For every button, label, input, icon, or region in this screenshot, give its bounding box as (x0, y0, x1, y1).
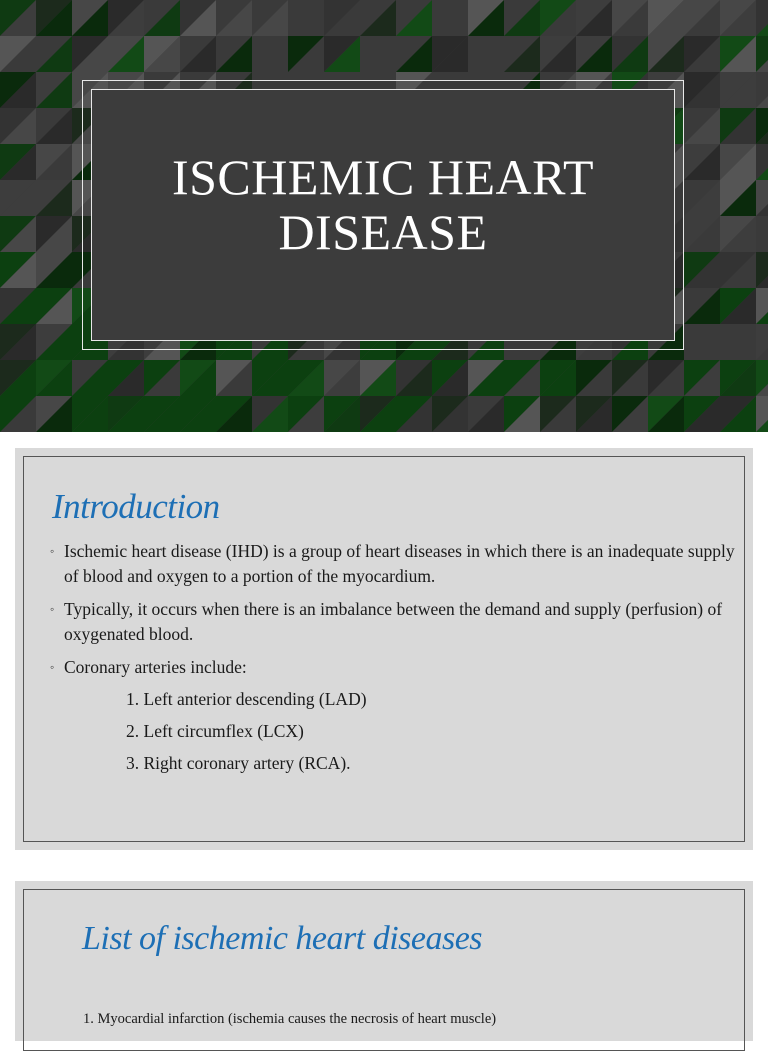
title-slide (0, 0, 768, 432)
pattern-triangle (684, 180, 720, 216)
pattern-triangle (756, 72, 768, 108)
pattern-triangle (540, 396, 576, 432)
pattern-triangle (72, 360, 108, 396)
pattern-triangle (684, 36, 720, 72)
pattern-triangle (216, 36, 252, 72)
pattern-triangle (684, 288, 720, 324)
pattern-triangle (36, 144, 72, 180)
pattern-triangle (0, 36, 36, 72)
bullet-text: Ischemic heart disease (IHD) is a group of heart diseases in which there is an inadequate supply of blood and oxygen to a portion of the myocardium. (64, 541, 735, 586)
bullet-list (52, 539, 742, 688)
arteries-list (52, 687, 712, 783)
pattern-triangle (324, 0, 360, 36)
bullet-circle-icon: ◦ (50, 602, 55, 616)
introduction-slide (15, 448, 753, 850)
pattern-triangle (180, 36, 216, 72)
title-line-1: ISCHEMIC HEART (171, 149, 595, 205)
pattern-triangle (648, 360, 684, 396)
bullet-item (52, 655, 742, 680)
pattern-triangle (540, 0, 576, 36)
pattern-triangle (684, 216, 720, 252)
slide-heading: List of ischemic heart diseases (82, 920, 483, 957)
bullet-text: Coronary arteries include: (64, 657, 247, 677)
bullet-item (52, 597, 742, 647)
pattern-triangle (684, 0, 720, 36)
slide-title (91, 150, 675, 260)
slide-border (23, 889, 745, 1051)
artery-item: 3. Right coronary artery (RCA). (126, 753, 351, 773)
slide-border (23, 456, 745, 842)
title-line-2: DISEASE (278, 204, 488, 260)
pattern-triangle (612, 0, 648, 36)
pattern-triangle (216, 0, 252, 36)
pattern-triangle (720, 252, 756, 288)
artery-item: 1. Left anterior descending (LAD) (126, 689, 367, 709)
pattern-triangle (396, 0, 432, 36)
bullet-circle-icon: ◦ (50, 544, 55, 558)
pattern-triangle (684, 108, 720, 144)
pattern-triangle (504, 0, 540, 36)
pattern-triangle (216, 360, 252, 396)
pattern-triangle (576, 360, 612, 396)
pattern-triangle (288, 36, 324, 72)
bullet-circle-icon: ◦ (50, 660, 55, 674)
pattern-triangle (360, 0, 396, 36)
pattern-triangle (36, 108, 72, 144)
artery-item: 2. Left circumflex (LCX) (126, 721, 304, 741)
slide-heading: Introduction (52, 487, 220, 526)
pattern-triangle (144, 0, 180, 36)
diseases-list-slide (15, 881, 753, 1041)
pattern-triangle (36, 36, 72, 72)
pattern-triangle (756, 324, 768, 360)
pattern-triangle (0, 396, 36, 432)
disease-item: 1. Myocardial infarction (ischemia causes the necrosis of heart muscle) (83, 1011, 497, 1027)
pattern-triangle (252, 0, 288, 36)
pattern-triangle (612, 360, 648, 396)
bullet-item (52, 539, 742, 589)
pattern-triangle (468, 396, 504, 432)
pattern-triangle (144, 360, 180, 396)
pattern-triangle (396, 36, 432, 72)
pattern-triangle (504, 36, 540, 72)
bullet-text: Typically, it occurs when there is an imbalance between the demand and supply (perfusion) of oxygenated blood. (64, 599, 723, 644)
